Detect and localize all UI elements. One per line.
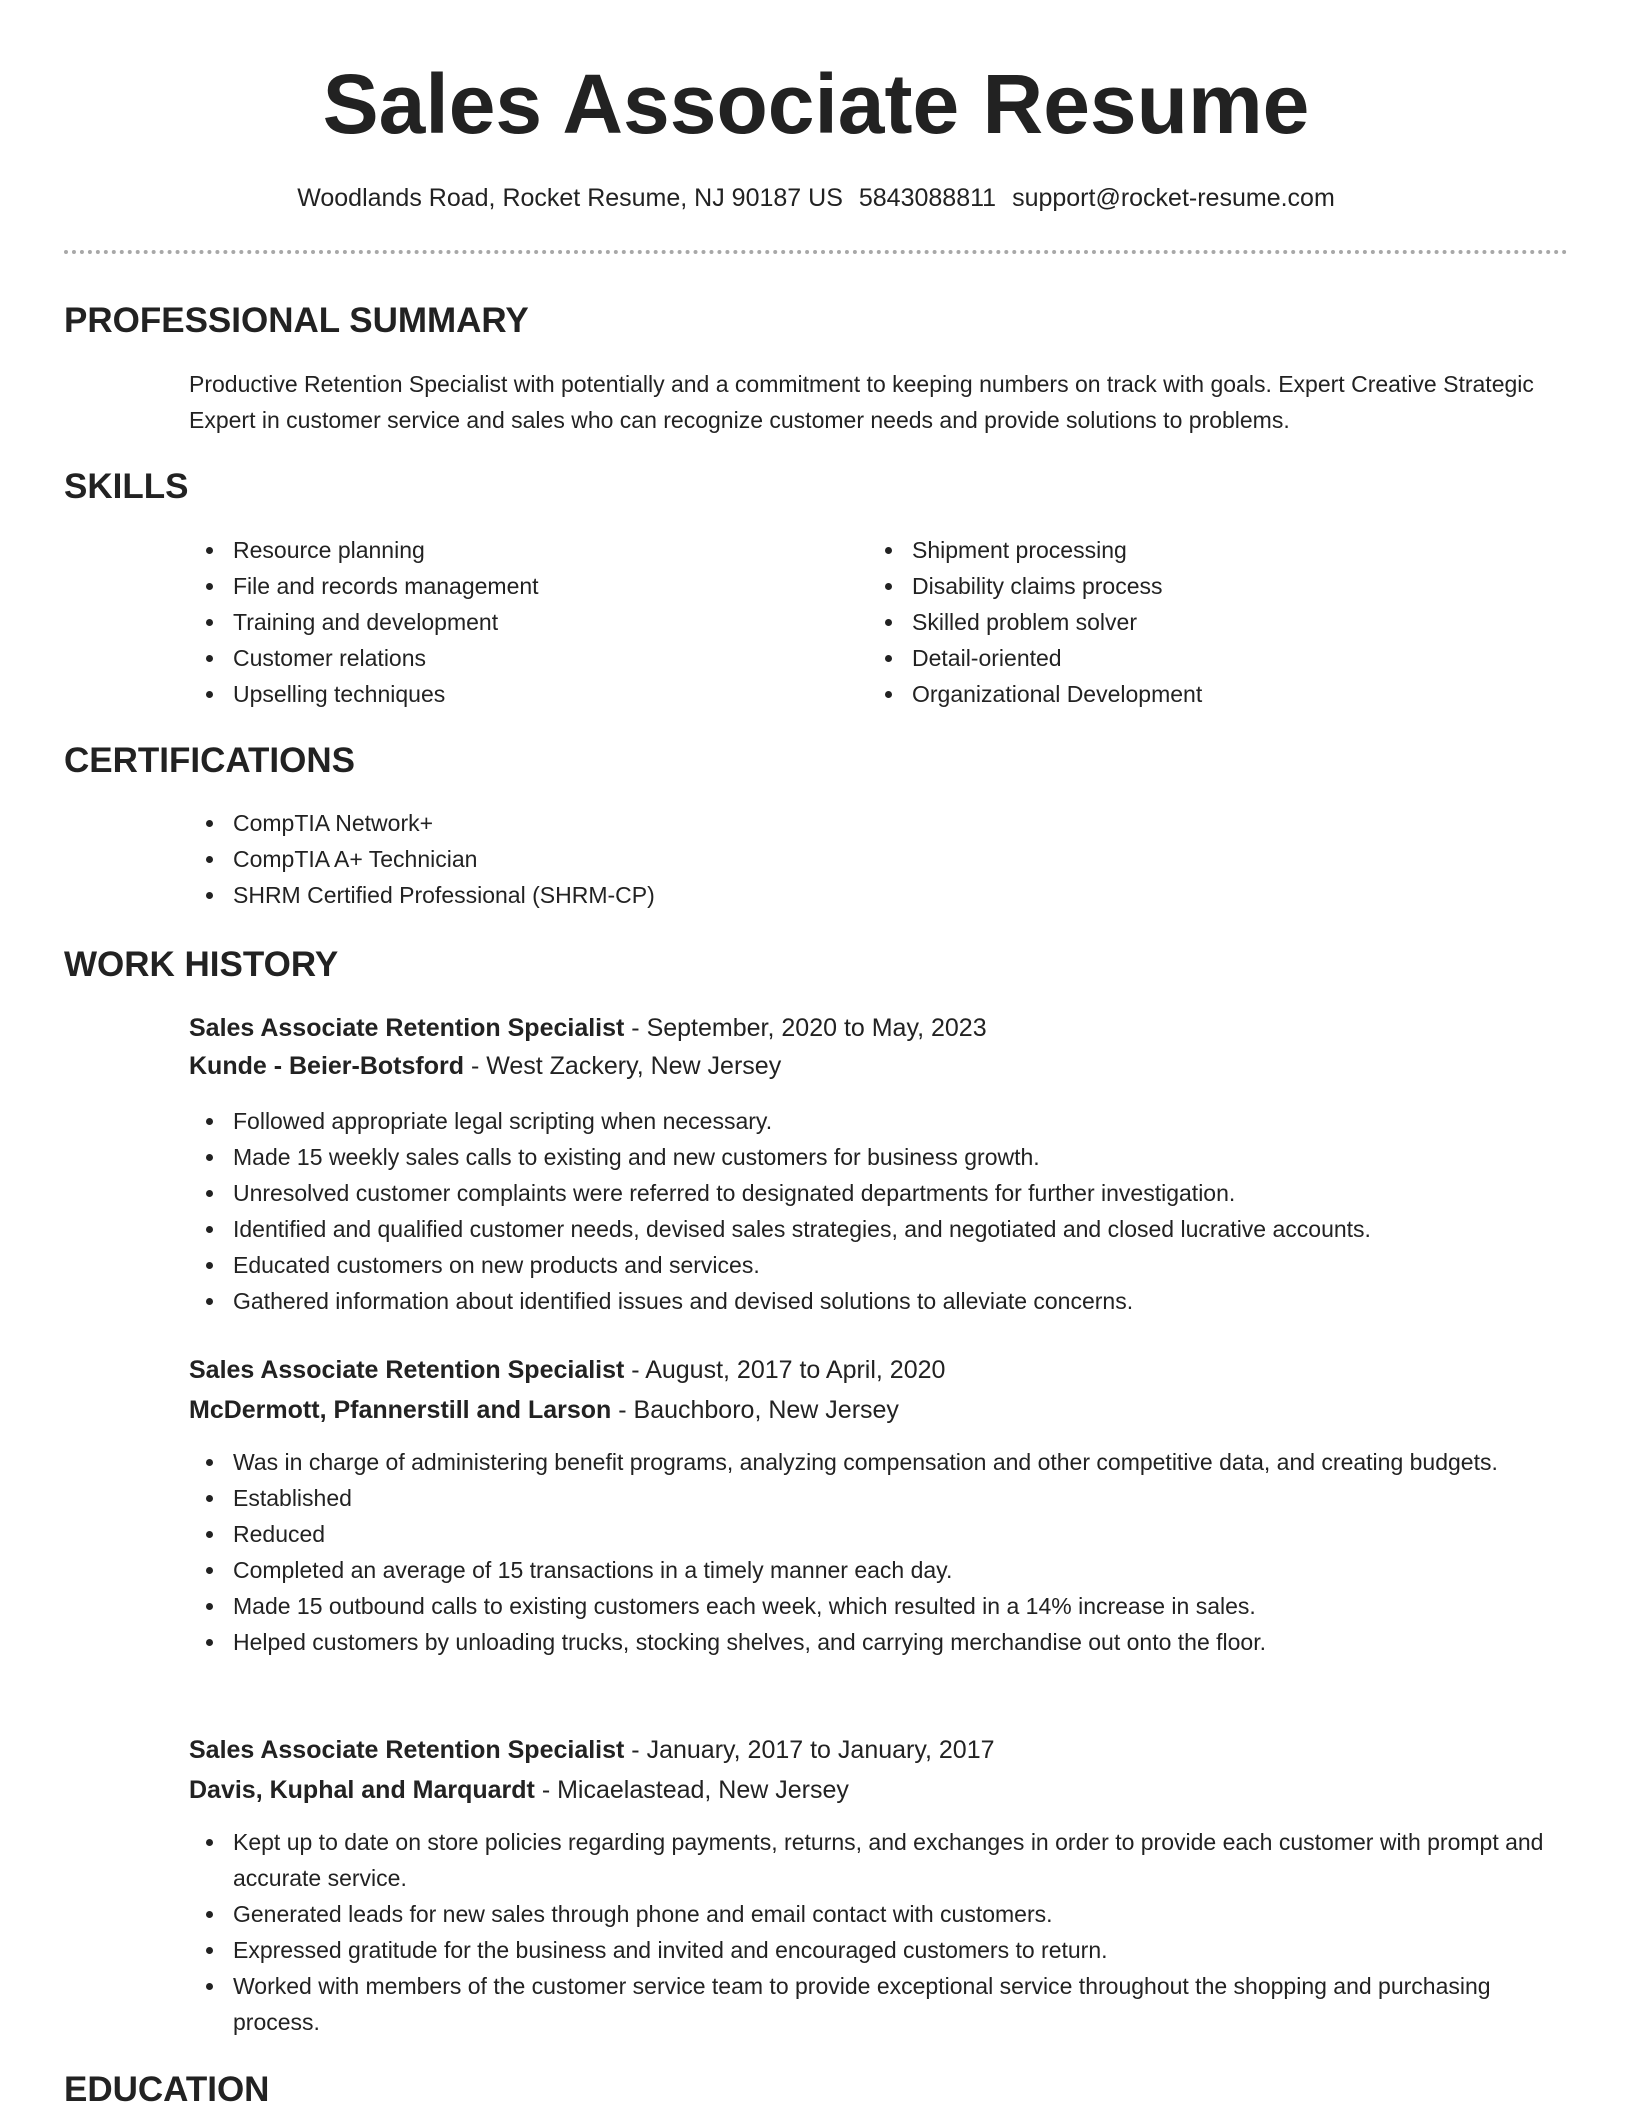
resume-title: Sales Associate Resume xyxy=(322,57,1310,151)
skill-item: Training and development xyxy=(189,604,829,640)
skill-item: File and records management xyxy=(189,568,829,604)
job-company: Kunde - Beier-Botsford xyxy=(189,1052,464,1080)
skill-item: Organizational Development xyxy=(868,676,1548,712)
job-company: Davis, Kuphal and Marquardt xyxy=(189,1776,535,1804)
job-bullet: Reduced xyxy=(189,1516,1559,1552)
job-bullet: Made 15 weekly sales calls to existing and new customers for business growth. xyxy=(189,1139,1559,1175)
skills-heading: SKILLS xyxy=(64,467,189,506)
header-divider xyxy=(64,250,1568,254)
job-company-line: Davis, Kuphal and Marquardt - Micaelastead, New Jersey xyxy=(189,1776,849,1804)
certifications-list xyxy=(189,805,1559,913)
job-bullets xyxy=(189,1103,1559,1319)
job-title: Sales Associate Retention Specialist xyxy=(189,1356,625,1384)
job-title-line: Sales Associate Retention Specialist - August, 2017 to April, 2020 xyxy=(189,1356,946,1384)
summary-text: Productive Retention Specialist with potentially and a commitment to keeping numbers on track with goals. Expert Creative Strategic Expert in customer service and sales who can recognize customer needs and provide solutions to problems. xyxy=(189,371,1534,433)
skill-item: Skilled problem solver xyxy=(868,604,1548,640)
job-company-line: McDermott, Pfannerstill and Larson - Bauchboro, New Jersey xyxy=(189,1396,899,1424)
certification-item: CompTIA A+ Technician xyxy=(189,841,1559,877)
job-bullet: Worked with members of the customer service team to provide exceptional service throughout the shopping and purchasing process. xyxy=(189,1968,1559,2040)
job-bullet: Educated customers on new products and services. xyxy=(189,1247,1559,1283)
job-bullet: Kept up to date on store policies regarding payments, returns, and exchanges in order to provide each customer with prompt and accurate service. xyxy=(189,1824,1559,1896)
job-bullets xyxy=(189,1444,1559,1660)
job-title: Sales Associate Retention Specialist xyxy=(189,1014,625,1042)
job-location: Bauchboro, New Jersey xyxy=(633,1396,899,1424)
skills-list-left xyxy=(189,532,829,712)
contact-phone: 5843088811 xyxy=(858,184,997,212)
job-dates: September, 2020 to May, 2023 xyxy=(646,1014,987,1042)
skills-list-right xyxy=(868,532,1548,712)
certification-item: SHRM Certified Professional (SHRM-CP) xyxy=(189,877,1559,913)
job-dates: January, 2017 to January, 2017 xyxy=(646,1736,995,1764)
job-bullet: Gathered information about identified issues and devised solutions to alleviate concerns. xyxy=(189,1283,1559,1319)
job-company-line: Kunde - Beier-Botsford - West Zackery, New Jersey xyxy=(189,1052,782,1080)
education-heading: EDUCATION xyxy=(64,2070,270,2109)
skill-item: Customer relations xyxy=(189,640,829,676)
job-bullet: Established xyxy=(189,1480,1559,1516)
skill-item: Resource planning xyxy=(189,532,829,568)
work-history-heading: WORK HISTORY xyxy=(64,945,339,984)
skill-item: Shipment processing xyxy=(868,532,1548,568)
job-bullet: Was in charge of administering benefit programs, analyzing compensation and other competitive data, and creating budgets. xyxy=(189,1444,1559,1480)
certifications-heading: CERTIFICATIONS xyxy=(64,741,356,780)
job-bullets xyxy=(189,1824,1559,2040)
job-title: Sales Associate Retention Specialist xyxy=(189,1736,625,1764)
skill-item: Detail-oriented xyxy=(868,640,1548,676)
job-bullet: Generated leads for new sales through phone and email contact with customers. xyxy=(189,1896,1559,1932)
skill-item: Disability claims process xyxy=(868,568,1548,604)
skill-item: Upselling techniques xyxy=(189,676,829,712)
job-title-line: Sales Associate Retention Specialist - September, 2020 to May, 2023 xyxy=(189,1014,987,1042)
summary-heading: PROFESSIONAL SUMMARY xyxy=(64,301,529,340)
job-bullet: Completed an average of 15 transactions in a timely manner each day. xyxy=(189,1552,1559,1588)
contact-line xyxy=(0,180,1632,216)
certification-item: CompTIA Network+ xyxy=(189,805,1559,841)
job-location: Micaelastead, New Jersey xyxy=(557,1776,849,1804)
job-company: McDermott, Pfannerstill and Larson xyxy=(189,1396,612,1424)
job-bullet: Made 15 outbound calls to existing customers each week, which resulted in a 14% increase in sales. xyxy=(189,1588,1559,1624)
job-bullet: Followed appropriate legal scripting when necessary. xyxy=(189,1103,1559,1139)
job-bullet: Helped customers by unloading trucks, stocking shelves, and carrying merchandise out onto the floor. xyxy=(189,1624,1559,1660)
job-title-line: Sales Associate Retention Specialist - January, 2017 to January, 2017 xyxy=(189,1736,995,1764)
job-bullet: Expressed gratitude for the business and invited and encouraged customers to return. xyxy=(189,1932,1559,1968)
job-dates: August, 2017 to April, 2020 xyxy=(645,1356,946,1384)
job-location: West Zackery, New Jersey xyxy=(486,1052,782,1080)
job-bullet: Unresolved customer complaints were referred to designated departments for further investigation. xyxy=(189,1175,1559,1211)
job-bullet: Identified and qualified customer needs, devised sales strategies, and negotiated and closed lucrative accounts. xyxy=(189,1211,1559,1247)
contact-email: support@rocket-resume.com xyxy=(1012,184,1335,212)
contact-address: Woodlands Road, Rocket Resume, NJ 90187 US xyxy=(297,184,843,212)
